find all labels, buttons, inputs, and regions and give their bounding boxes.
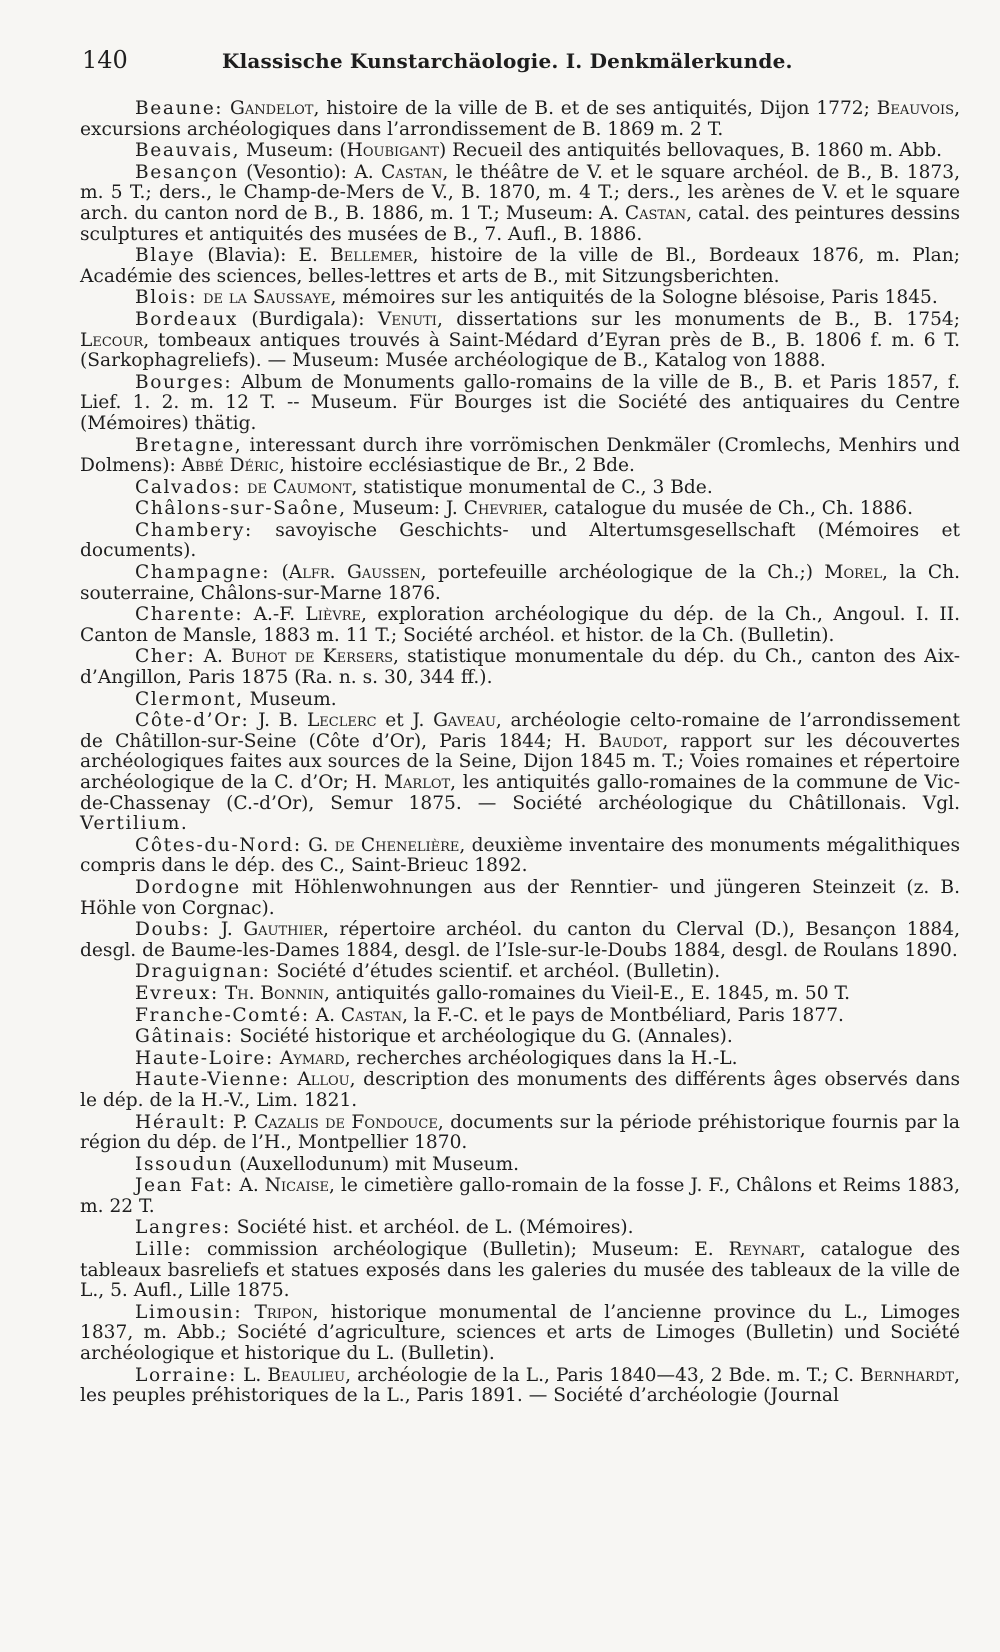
bibliography-entry (80, 246, 960, 287)
author-name: Bernhardt (860, 1364, 955, 1386)
bibliography-entry (80, 711, 960, 835)
bibliography-entry (80, 99, 960, 140)
bibliography-entry (80, 1240, 960, 1302)
author-name: Baudot (598, 730, 663, 752)
entry-place-name: Calvados: (135, 476, 242, 498)
entry-text: J. B. (258, 710, 307, 732)
author-name: Chevrier (463, 498, 543, 520)
entry-text: , catalogue du musée de Ch., Ch. 1886. (542, 498, 914, 520)
author-name: Beauvois (876, 98, 955, 119)
author-name: Castan (340, 1004, 403, 1026)
entry-text: et J. (376, 710, 434, 732)
entry-text: Museum: J. (352, 498, 464, 520)
bibliography-entry (80, 878, 960, 919)
author-name: Reynart (728, 1239, 800, 1261)
entry-place-name: Châlons-sur-Saône, (135, 498, 347, 520)
entry-text: , recherches archéologiques dans la H.-L. (344, 1047, 738, 1069)
bibliography-entry (80, 1176, 960, 1217)
bibliography-entry (80, 962, 960, 983)
entry-place-name: Jean Fat: (135, 1175, 234, 1197)
author-name: de Chenelière (334, 834, 460, 856)
bibliography-entry (80, 1027, 960, 1048)
bibliography-entry (80, 1155, 960, 1176)
author-name: Gandelot (229, 98, 314, 119)
entry-place-name: Bordeaux (135, 308, 238, 330)
entry-text: , documents sur la période préhistorique fournis par la région du dép. de l’H., Montpellier 1870. (80, 1111, 960, 1154)
entry-text: , description des monuments des différents âges observés dans le dép. de la H.-V., Lim. 1821. (80, 1069, 960, 1111)
entry-text: , catal. des peintures dessins sculptures et antiquités des musées de B., 7. Aufl., B. 1886. (80, 202, 960, 245)
entry-text: , histoire de la ville de Bl., Bordeaux 1876, m. Plan; Académie des sciences, belles-lettres et arts de B., mit Sitzungsberichten. (80, 245, 960, 287)
entry-text: , répertoire archéol. du canton du Clerval (D.), Besançon 1884, desgl. de Baume-les-Dames 1884, desgl. de l’Isle-sur-le-Doubs 1884, desgl. de Roulans 1890. (80, 919, 960, 961)
bibliography-entry (80, 436, 960, 477)
author-name: Alfr. Gaussen (288, 562, 421, 584)
author-name: de Caumont (247, 476, 352, 498)
bibliography-entry (80, 163, 960, 245)
author-name: Castan (381, 161, 443, 183)
author-name: Gauthier (243, 919, 323, 941)
entry-text: (Blavia): E. (207, 245, 331, 267)
author-name: Allou (297, 1069, 350, 1091)
entry-text: ( (281, 562, 289, 584)
entry-text: , la Ch. souterraine, Châlons-sur-Marne 1876. (80, 562, 960, 604)
entry-text: savoyische Geschichts- und Altertumsgesellschaft (Mémoires et documents). (80, 519, 960, 562)
entry-text: A. (315, 1004, 341, 1026)
entry-text: , excursions archéologiques dans l’arrondissement de B. 1869 m. 2 T. (80, 98, 960, 140)
entry-text: , portefeuille archéologique de la Ch.;) (420, 562, 825, 584)
bibliography-entry (80, 647, 960, 688)
entry-place-name: Haute-Vienne: (135, 1069, 290, 1091)
entry-place-name: Chambery: (135, 519, 253, 541)
entry-text: , statistique monumental de C., 3 Bde. (351, 476, 713, 498)
author-name: de la Saussaye (203, 287, 331, 309)
entry-text: , deuxième inventaire des monuments mégalithiques compris dans le dép. des C., Saint-Brieuc 1892. (80, 834, 961, 877)
entry-text: , le théâtre de V. et le square archéol. de B., B. 1873, m. 5 T.; ders., le Champ-de-Mers de V., B. 1870, m. 4 T.; ders., les arènes de V. et le square arch. du canton nord de B., B. 1886, m. 1 T.; Museum: A. (80, 161, 960, 224)
bibliography-entry (80, 690, 960, 711)
entry-text: Museum: ( (246, 140, 347, 162)
author-name: Tripon (254, 1301, 313, 1323)
entry-text: Société d’études scientif. et archéol. (Bulletin). (276, 961, 721, 983)
author-name: Bellemer (330, 245, 413, 267)
bibliography-entry (80, 1070, 960, 1111)
bibliography-entry (80, 499, 960, 520)
author-name: Gaveau (433, 710, 496, 732)
entry-text: , mémoires sur les antiquités de la Sologne blésoise, Paris 1845. (330, 287, 938, 309)
author-name: Cazalis de Fondouce (254, 1111, 438, 1133)
entry-text: (Auxellodunum) mit Museum. (239, 1153, 520, 1175)
entry-text: L. (243, 1364, 268, 1386)
entry-place-name: Draguignan: (135, 961, 271, 983)
bibliography-entry (80, 1303, 960, 1365)
entry-text: , dissertations sur les monuments de B., B. 1754; (436, 308, 960, 330)
bibliography-entry (80, 1218, 960, 1239)
entry-place-name: Beauvais, (135, 140, 241, 162)
bibliography-entry (80, 563, 960, 604)
entry-text: Société historique et archéologique du G. (Annales). (239, 1026, 733, 1048)
entry-place-name: Blois: (135, 287, 198, 309)
entry-text: A. (203, 646, 232, 668)
author-name: Beaulieu (267, 1364, 346, 1386)
entry-place-name: Haute-Loire: (135, 1047, 274, 1069)
bibliography-entry (80, 310, 960, 372)
entry-text: , tombeaux antiques trouvés à Saint-Médard d’Eyran près de B., B. 1806 f. m. 6 T. (Sarkophagreliefs). — Museum: Musée archéologique de B., Katalog von 1888. (80, 329, 960, 372)
entry-text: , les antiquités gallo-romaines de la commune de Vic-de-Chassenay (C.-d’Or), Semur 1875. — Société archéologique du Châtillonais. Vgl. (80, 772, 960, 814)
bibliography-entry (80, 1366, 960, 1407)
entry-text: A.-F. (253, 604, 306, 626)
entry-place-name: Charente: (135, 604, 244, 626)
page-number: 140 (82, 46, 128, 74)
author-name: Morel (824, 562, 883, 584)
entry-text: Album de Monuments gallo-romains de la ville de B., B. et Paris 1857, f. Lief. 1. 2. m. 12 T. -- Museum. Für Bourges ist die Société des antiquaires du Centre (Mémoires) thätig. (80, 371, 960, 434)
entry-text: Société hist. et archéol. de L. (Mémoires). (236, 1217, 634, 1239)
bibliography-entry (80, 478, 960, 499)
author-name: Th. Bonnin (224, 982, 324, 1004)
entry-text: commission archéologique (Bulletin); Museum: E. (206, 1239, 729, 1261)
entry-place-name: Besançon (135, 161, 239, 183)
entry-text: Museum. (249, 688, 337, 710)
entry-place-name: Bretagne, (135, 434, 243, 456)
entry-text: , la F.-C. et le pays de Montbéliard, Paris 1877. (402, 1004, 844, 1026)
bibliography-entry (80, 521, 960, 562)
bibliography-entry (80, 1006, 960, 1027)
author-name: Nicaise (264, 1175, 330, 1197)
entry-text: mit Höhlenwohnungen aus der Renntier- und jüngeren Steinzeit (z. B. Höhle von Corgnac). (80, 876, 960, 919)
bibliography-entry (80, 1049, 960, 1070)
author-name: Venuti (377, 308, 437, 330)
entry-text: , rapport sur les découvertes archéologiques faites aux sources de la Seine, Dijon 1845 m. T.; Voies romaines et répertoire archéologique de la C. d’Or; H. (80, 730, 960, 793)
entry-place-name: Evreux: (135, 982, 219, 1004)
author-name: Buhot de Kersers (231, 646, 394, 668)
entry-text: interessant durch ihre vorrömischen Denkmäler (Cromlechs, Menhirs und Dolmens): (80, 434, 960, 477)
entry-text: G. (308, 834, 335, 856)
author-name: Abbé Déric (181, 455, 279, 477)
author-name: Leclerc (306, 710, 377, 732)
entry-place-name: Bourges: (135, 371, 233, 393)
entry-text: , antiquités gallo-romaines du Vieil-E., E. 1845, m. 50 T. (323, 982, 851, 1004)
bibliography-entry (80, 984, 960, 1005)
author-name: Houbigant (346, 140, 439, 162)
entry-text: , exploration archéologique du dép. de la Ch., Angoul. I. II. Canton de Mansle, 1883 m. 11 T.; Société archéol. et histor. de la Ch. (Bulletin). (80, 604, 960, 646)
entry-place-name: Beaune: (135, 98, 224, 119)
entry-place-name: Langres: (135, 1217, 231, 1239)
entry-text: J. (220, 919, 244, 941)
entry-place-name: Blaye (135, 245, 196, 267)
entry-place-name: Lorraine: (135, 1364, 237, 1386)
bibliography-entry (80, 141, 960, 162)
entry-place-name: Cher: (135, 646, 196, 668)
entry-text: , les peuples préhistoriques de la L., Paris 1891. — Société d’archéologie (Journal (80, 1364, 960, 1407)
page-header (82, 46, 960, 80)
author-name: Lecour (80, 329, 144, 351)
bibliography-entry (80, 836, 960, 877)
author-name: Lièvre (305, 604, 362, 626)
bibliography-entry (80, 605, 960, 646)
entry-place-name: Dordogne (135, 876, 241, 898)
entry-text: (Burdigala): (251, 308, 378, 330)
author-name: Marlot (383, 772, 451, 793)
entry-place-name: Gâtinais: (135, 1026, 234, 1048)
entry-place-name: Franche-Comté: (135, 1004, 310, 1026)
entry-text: A. (239, 1175, 265, 1197)
entry-text: , historique monumental de l’ancienne province du L., Limoges 1837, m. Abb.; Société d’agriculture, sciences et arts de Limoges (Bulletin) und Société archéologique et historique du L. (Bulletin). (80, 1301, 960, 1365)
bibliography-entry (80, 288, 960, 309)
bibliography-entry (80, 920, 960, 961)
entry-text: , archéologie de la L., Paris 1840—43, 2 Bde. m. T.; C. (345, 1364, 861, 1386)
entry-text: , catalogue des tableaux basreliefs et statues exposés dans les galeries du musée des tableaux de la ville de L., 5. Aufl., Lille 1875. (80, 1239, 960, 1302)
bibliography-entry (80, 1113, 960, 1154)
entry-text: ) Recueil des antiquités bellovaques, B. 1860 m. Abb. (439, 140, 943, 162)
entry-place-name: Clermont, (135, 688, 244, 710)
bibliography-entry (80, 373, 960, 435)
entry-place-name: Champagne: (135, 562, 271, 584)
entry-place-name: Côte-d’Or: (135, 710, 250, 732)
bibliography-body (80, 99, 960, 1408)
entry-place-name: Limousin: (135, 1301, 243, 1323)
cross-reference: Vertilium. (80, 813, 189, 835)
entry-text: , statistique monumentale du dép. du Ch., canton des Aix-d’Angillon, Paris 1875 (Ra. n. s. 30, 344 ff.). (80, 646, 960, 689)
entry-place-name: Lille: (135, 1239, 193, 1261)
running-head: Klassische Kunstarchäologie. I. Denkmälerkunde. (222, 49, 793, 73)
entry-text: P. (233, 1111, 255, 1133)
entry-place-name: Doubs: (135, 919, 211, 941)
entry-place-name: Hérault: (135, 1111, 227, 1133)
entry-text: , archéologie celto-romaine de l’arrondissement de Châtillon-sur-Seine (Côte d’Or), Paris 1844; H. (80, 710, 960, 752)
entry-text: , histoire de la ville de B. et de ses antiquités, Dijon 1772; (313, 98, 877, 119)
entry-text: (Vesontio): A. (246, 161, 382, 183)
entry-text: , le cimetière gallo-romain de la fosse J. F., Châlons et Reims 1883, m. 22 T. (80, 1175, 960, 1217)
entry-text: , histoire ecclésiastique de Br., 2 Bde. (278, 455, 635, 477)
entry-place-name: Côtes-du-Nord: (135, 834, 302, 856)
entry-place-name: Issoudun (135, 1153, 234, 1175)
author-name: Aymard (279, 1047, 345, 1069)
author-name: Castan (624, 202, 687, 224)
